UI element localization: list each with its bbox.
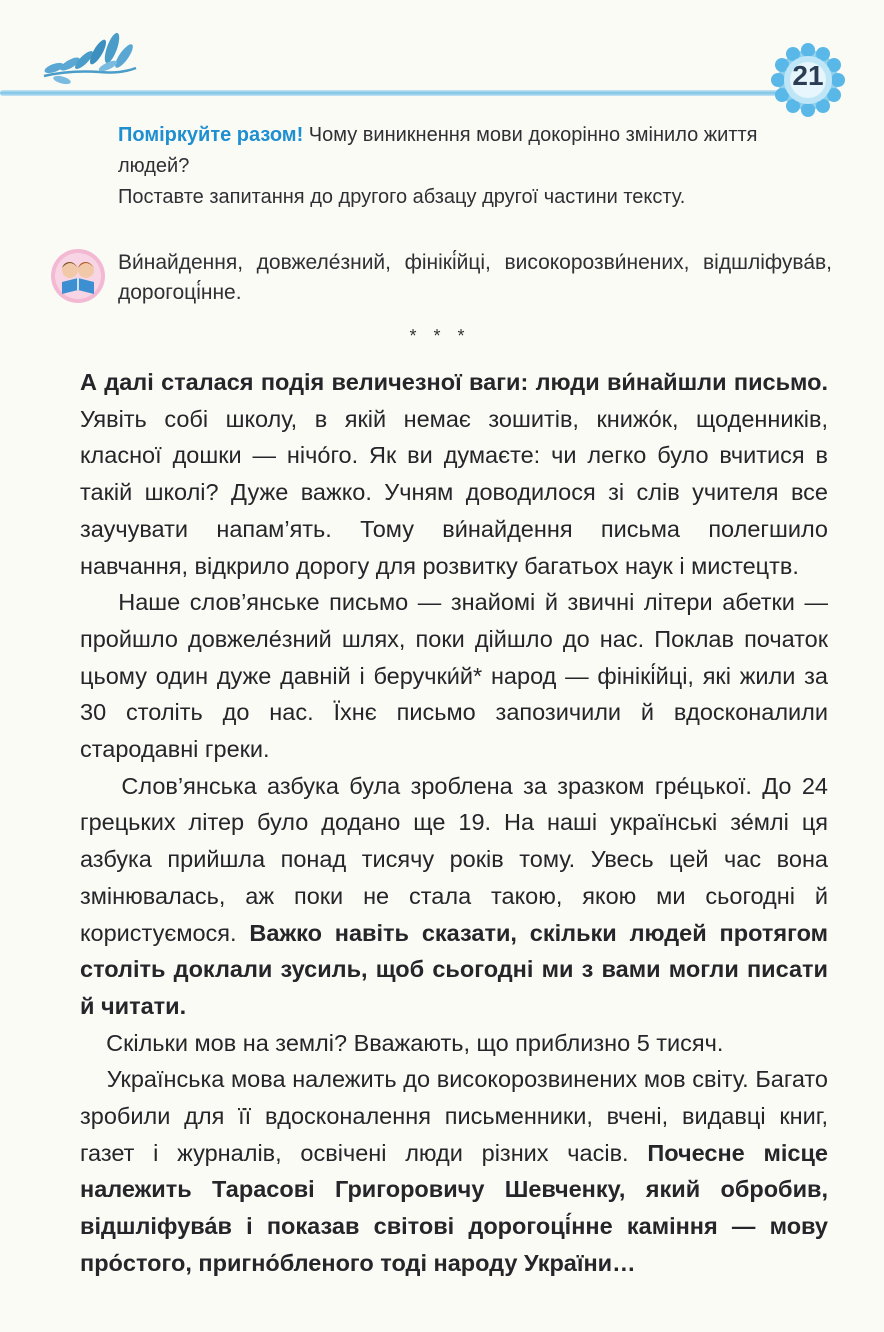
- paragraph-5-bold: Почесне місце належить Тарасові Григоровичу Шевченку, який обробив, відшліфува́в і показав світові дорогоці́нне каміння — мову про́стого, пригно́бленого тоді народу України…: [80, 1139, 828, 1276]
- page-number: 21: [792, 60, 824, 91]
- paragraph-3-bold: Важко навіть сказати, скільки людей протягом століть доклали зусиль, щоб сьогодні ми з вами могли писати й читати.: [80, 919, 828, 1019]
- main-text: [80, 364, 828, 1282]
- children-reading-icon: [50, 248, 106, 304]
- paragraph-1-text: Уявіть собі школу, в якій немає зошитів, книжо́к, щоденників, класної дошки — нічо́го. Як ви думаєте: чи легко було вчитися в такій школі? Дуже важко. Учням доводилося зі слів учителя все заучувати напам’ять. Тому ви́найдення письма полегшило навчання, відкрило дорогу для розвитку багатьох наук і мистецтв.: [80, 405, 828, 579]
- paragraph-2: [80, 584, 828, 768]
- discussion-task: [118, 120, 832, 213]
- paragraph-5: [80, 1061, 828, 1281]
- leaf-sprig-icon: [40, 30, 140, 90]
- task-question-line: [118, 120, 832, 182]
- task-instruction: Поставте запитання до другого абзацу другої частини тексту.: [118, 186, 686, 208]
- paragraph-1-bold: А далі сталася подія величезної ваги: люди ви́найшли письмо.: [80, 369, 828, 395]
- paragraph-4-text: Скільки мов на землі? Вважають, що приблизно 5 тисяч.: [106, 1029, 724, 1056]
- paragraph-5-text: Українська мова належить до високорозвинених мов світу. Багато зробили для її вдосконалення письменники, вчені, видавці книг, газет і журналів, освічені люди різних часів.: [80, 1066, 829, 1166]
- paragraph-4: [80, 1025, 828, 1062]
- task-question: Чому виникнення мови докорінно змінило життя людей?: [118, 124, 758, 177]
- paragraph-3-text: Слов’янська азбука була зроблена за зразком гре́цької. До 24 грецьких літер було додано ще 19. На наші українські зе́млі ця азбука прийшла понад тисячу років тому. Увесь цей час вона змінювалась, аж поки не стала такою, якою ми сьогодні й користуємося.: [80, 772, 828, 946]
- header-rule: [0, 90, 830, 96]
- paragraph-3: [80, 768, 828, 1025]
- page-header: [0, 0, 884, 110]
- paragraph-2-text: Наше слов’янське письмо — знайомі й звичні літери абетки — пройшло довжеле́зний шлях, поки дійшло до нас. Поклав початок цьому один дуже давній і беручки́й* народ — фінікі́йці, які жили за 30 століть до нас. Їхнє письмо запозичили й вдосконалили стародавні греки.: [80, 589, 828, 763]
- paragraph-1: [80, 364, 828, 584]
- section-separator: * * *: [409, 326, 471, 346]
- vocabulary-words: Ви́найдення, довжеле́зний, фінікі́йці, високорозви́нених, відшліфува́в, дорогоці́нне.: [118, 251, 832, 304]
- task-lead: Поміркуйте разом!: [118, 124, 304, 146]
